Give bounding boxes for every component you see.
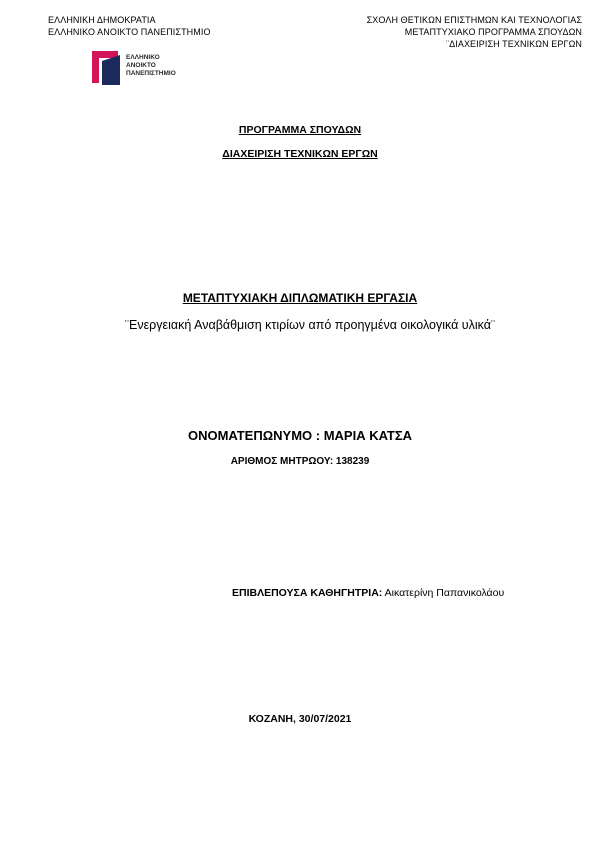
thesis-type-text: ΜΕΤΑΠΤΥΧΙΑΚΗ ΔΙΠΛΩΜΑΤΙΚΗ ΕΡΓΑΣΙΑ bbox=[182, 291, 418, 305]
place-date: ΚΟΖΑΝΗ, 30/07/2021 bbox=[248, 713, 352, 725]
thesis-title: ¨Ενεργειακή Αναβάθμιση κτιρίων από προηγμένα οικολογικά υλικά¨ bbox=[124, 318, 496, 332]
supervisor-name: Αικατερίνη Παπανικολάου bbox=[382, 587, 505, 599]
program-name-text: ΔΙΑΧΕΙΡΙΣΗ ΤΕΧΝΙΚΩΝ ΕΡΓΩΝ bbox=[222, 148, 378, 160]
supervisor-label: ΕΠΙΒΛΕΠΟΥΣΑ ΚΑΘΗΓΗΤΡΙΑ: bbox=[232, 587, 383, 599]
logo-text-line: ΠΑΝΕΠΙΣΤΗΜΙΟ bbox=[126, 70, 176, 77]
thesis-type bbox=[0, 291, 600, 305]
program-heading-text: ΠΡΟΓΡΑΜΜΑ ΣΠΟΥΔΩΝ bbox=[238, 124, 362, 136]
header-right-line: ΣΧΟΛΗ ΘΕΤΙΚΩΝ ΕΠΙΣΤΗΜΩΝ ΚΑΙ ΤΕΧΝΟΛΟΓΙΑΣ bbox=[366, 15, 582, 25]
author-name: ΟΝΟΜΑΤΕΠΩΝΥΜΟ : ΜΑΡΙΑ ΚΑΤΣΑ bbox=[187, 428, 413, 443]
header-right bbox=[367, 14, 582, 50]
logo-text-line: ΑΝΟΙΚΤΟ bbox=[126, 62, 156, 69]
header-left bbox=[48, 14, 211, 38]
logo-text bbox=[126, 54, 176, 78]
supervisor bbox=[232, 587, 504, 599]
registration-number: ΑΡΙΘΜΟΣ ΜΗΤΡΩΟΥ: 138239 bbox=[230, 456, 370, 467]
program-heading bbox=[0, 124, 600, 136]
header-right-line: ΜΕΤΑΠΤΥΧΙΑΚΟ ΠΡΟΓΡΑΜΜΑ ΣΠΟΥΔΩΝ bbox=[404, 27, 582, 37]
university-logo bbox=[92, 49, 192, 85]
logo-text-line: ΕΛΛΗΝΙΚΟ bbox=[126, 54, 160, 61]
header-right-line: ¨ΔΙΑΧΕΙΡΙΣΗ ΤΕΧΝΙΚΩΝ ΕΡΓΩΝ bbox=[446, 39, 582, 49]
logo-mark-icon bbox=[92, 49, 122, 85]
program-name bbox=[0, 148, 600, 160]
header-left-line: ΕΛΛΗΝΙΚΗ ΔΗΜΟΚΡΑΤΙΑ bbox=[48, 15, 156, 25]
header-left-line: ΕΛΛΗΝΙΚΟ ΑΝΟΙΚΤΟ ΠΑΝΕΠΙΣΤΗΜΙΟ bbox=[48, 27, 211, 37]
